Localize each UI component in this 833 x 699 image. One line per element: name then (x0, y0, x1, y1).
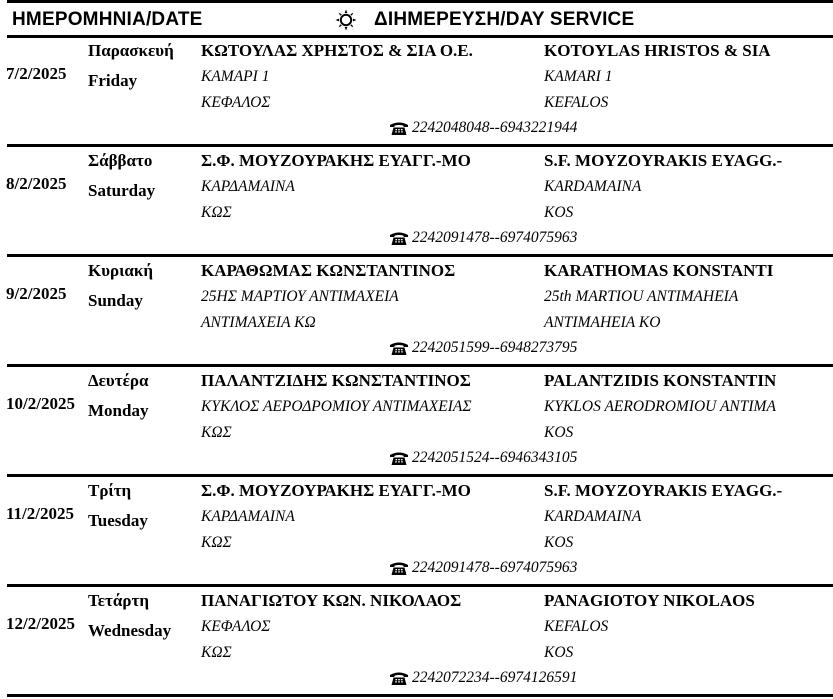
pharmacy-address-english: KARDAMAINA (544, 508, 642, 525)
pharmacy-town-greek: ΚΕΦΑΛΟΣ (201, 94, 271, 111)
pharmacy-address-greek: ΚΑΡΔΑΜΑΙΝΑ (201, 508, 295, 525)
pharmacy-name-greek: ΠΑΛΑΝΤΖΙΔΗΣ ΚΩΝΣΤΑΝΤΙΝΟΣ (201, 371, 471, 390)
row-day-greek: Τετάρτη (88, 591, 149, 610)
pharmacy-address-greek: 25ΗΣ ΜΑΡΤΙΟΥ ΑΝΤΙΜΑΧΕΙΑ (201, 288, 399, 305)
pharmacy-phone (389, 229, 577, 247)
pharmacy-name-greek: Σ.Φ. ΜΟΥΖΟΥΡΑΚΗΣ ΕΥΑΓΓ.-ΜΟ (201, 481, 471, 500)
pharmacy-address-english: KAMARI 1 (544, 68, 613, 85)
row-day-greek: Δευτέρα (88, 371, 149, 390)
pharmacy-name-greek: ΠΑΝΑΓΙΩΤΟΥ ΚΩΝ. ΝΙΚΟΛΑΟΣ (201, 591, 462, 610)
schedule-row (0, 37, 833, 147)
pharmacy-phone (389, 339, 577, 357)
pharmacy-town-english: KOS (544, 424, 574, 441)
telephone-icon (389, 671, 409, 686)
row-day-english: Sunday (88, 291, 143, 310)
telephone-icon (389, 451, 409, 466)
telephone-icon (389, 561, 409, 576)
pharmacy-name-english: S.F. MOYZOYRAKIS EYAGG.- (544, 151, 783, 170)
pharmacy-address-greek: ΚΕΦΑΛΟΣ (201, 618, 271, 635)
pharmacy-address-greek: ΚΑΡΔΑΜΑΙΝΑ (201, 178, 295, 195)
pharmacy-name-english: KOTOYLAS HRISTOS & SIA (544, 41, 771, 60)
row-date: 7/2/2025 (6, 64, 67, 83)
schedule-row (0, 367, 833, 477)
pharmacy-town-english: KEFALOS (544, 94, 609, 111)
row-date: 8/2/2025 (6, 174, 67, 193)
pharmacy-phone (389, 449, 577, 467)
pharmacy-town-english: KOS (544, 534, 574, 551)
pharmacy-phone (389, 119, 577, 137)
pharmacy-town-english: KOS (544, 644, 574, 661)
table-header (0, 0, 833, 37)
pharmacy-town-greek: ΚΩΣ (201, 534, 232, 551)
pharmacy-town-english: KOS (544, 204, 574, 221)
row-day-greek: Σάββατο (88, 151, 153, 170)
pharmacy-town-greek: ΚΩΣ (201, 204, 232, 221)
pharmacy-address-greek: ΚΑΜΑΡΙ 1 (201, 68, 270, 85)
row-day-greek: Παρασκευή (88, 41, 174, 60)
pharmacy-town-english: ANTIMAHEIA KO (544, 314, 661, 331)
row-day-english: Monday (88, 401, 149, 420)
row-separator (7, 694, 833, 697)
pharmacy-address-english: KEFALOS (544, 618, 609, 635)
header-top-border (7, 0, 833, 3)
date-column-header: ΗΜΕΡΟΜΗΝΙΑ/DATE (12, 9, 203, 30)
row-day-english: Saturday (88, 181, 156, 200)
pharmacy-address-english: KYKLOS AERODROMIOU ANTIMA (544, 398, 776, 415)
telephone-icon (389, 121, 409, 136)
row-date: 10/2/2025 (6, 394, 75, 413)
phone-number: 2242048048--6943221944 (412, 119, 578, 136)
row-day-english: Tuesday (88, 511, 148, 530)
pharmacy-town-greek: ΑΝΤΙΜΑΧΕΙΑ ΚΩ (201, 314, 316, 331)
row-day-greek: Κυριακή (88, 261, 153, 280)
pharmacy-address-greek: ΚΥΚΛΟΣ ΑΕΡΟΔΡΟΜΙΟΥ ΑΝΤΙΜΑΧΕΙΑΣ (201, 398, 472, 415)
pharmacy-name-english: PALANTZIDIS KONSTANTIN (544, 371, 777, 390)
pharmacy-address-english: 25th MARTIOU ANTIMAHEIA (544, 288, 739, 305)
telephone-icon (389, 341, 409, 356)
row-date: 9/2/2025 (6, 284, 67, 303)
pharmacy-name-english: PANAGIOTOY NIKOLAOS (544, 591, 755, 610)
phone-number: 2242051524--6946343105 (412, 449, 578, 466)
schedule-row (0, 147, 833, 257)
schedule-row (0, 477, 833, 587)
pharmacy-phone (389, 669, 577, 687)
row-day-english: Wednesday (88, 621, 172, 640)
row-day-greek: Τρίτη (88, 481, 132, 500)
phone-number: 2242051599--6948273795 (412, 339, 578, 356)
phone-number: 2242072234--6974126591 (412, 669, 578, 686)
service-column-header: ΔΙΗΜΕΡΕΥΣΗ/DAY SERVICE (374, 9, 635, 30)
pharmacy-town-greek: ΚΩΣ (201, 644, 232, 661)
pharmacy-name-greek: Σ.Φ. ΜΟΥΖΟΥΡΑΚΗΣ ΕΥΑΓΓ.-ΜΟ (201, 151, 471, 170)
pharmacy-name-greek: ΚΑΡΑΘΩΜΑΣ ΚΩΝΣΤΑΝΤΙΝΟΣ (201, 261, 456, 280)
phone-number: 2242091478--6974075963 (412, 559, 578, 576)
schedule-row (0, 257, 833, 367)
pharmacy-town-greek: ΚΩΣ (201, 424, 232, 441)
pharmacy-name-greek: ΚΩΤΟΥΛΑΣ ΧΡΗΣΤΟΣ & ΣΙΑ Ο.Ε. (201, 41, 473, 60)
row-date: 11/2/2025 (6, 504, 75, 523)
pharmacy-name-english: S.F. MOYZOYRAKIS EYAGG.- (544, 481, 783, 500)
row-day-english: Friday (88, 71, 138, 90)
pharmacy-phone (389, 559, 577, 577)
schedule-row (0, 587, 833, 697)
phone-number: 2242091478--6974075963 (412, 229, 578, 246)
pharmacy-name-english: KARATHOMAS KONSTANTI (544, 261, 774, 280)
telephone-icon (389, 231, 409, 246)
pharmacy-address-english: KARDAMAINA (544, 178, 642, 195)
row-date: 12/2/2025 (6, 614, 75, 633)
sun-icon (335, 9, 357, 31)
